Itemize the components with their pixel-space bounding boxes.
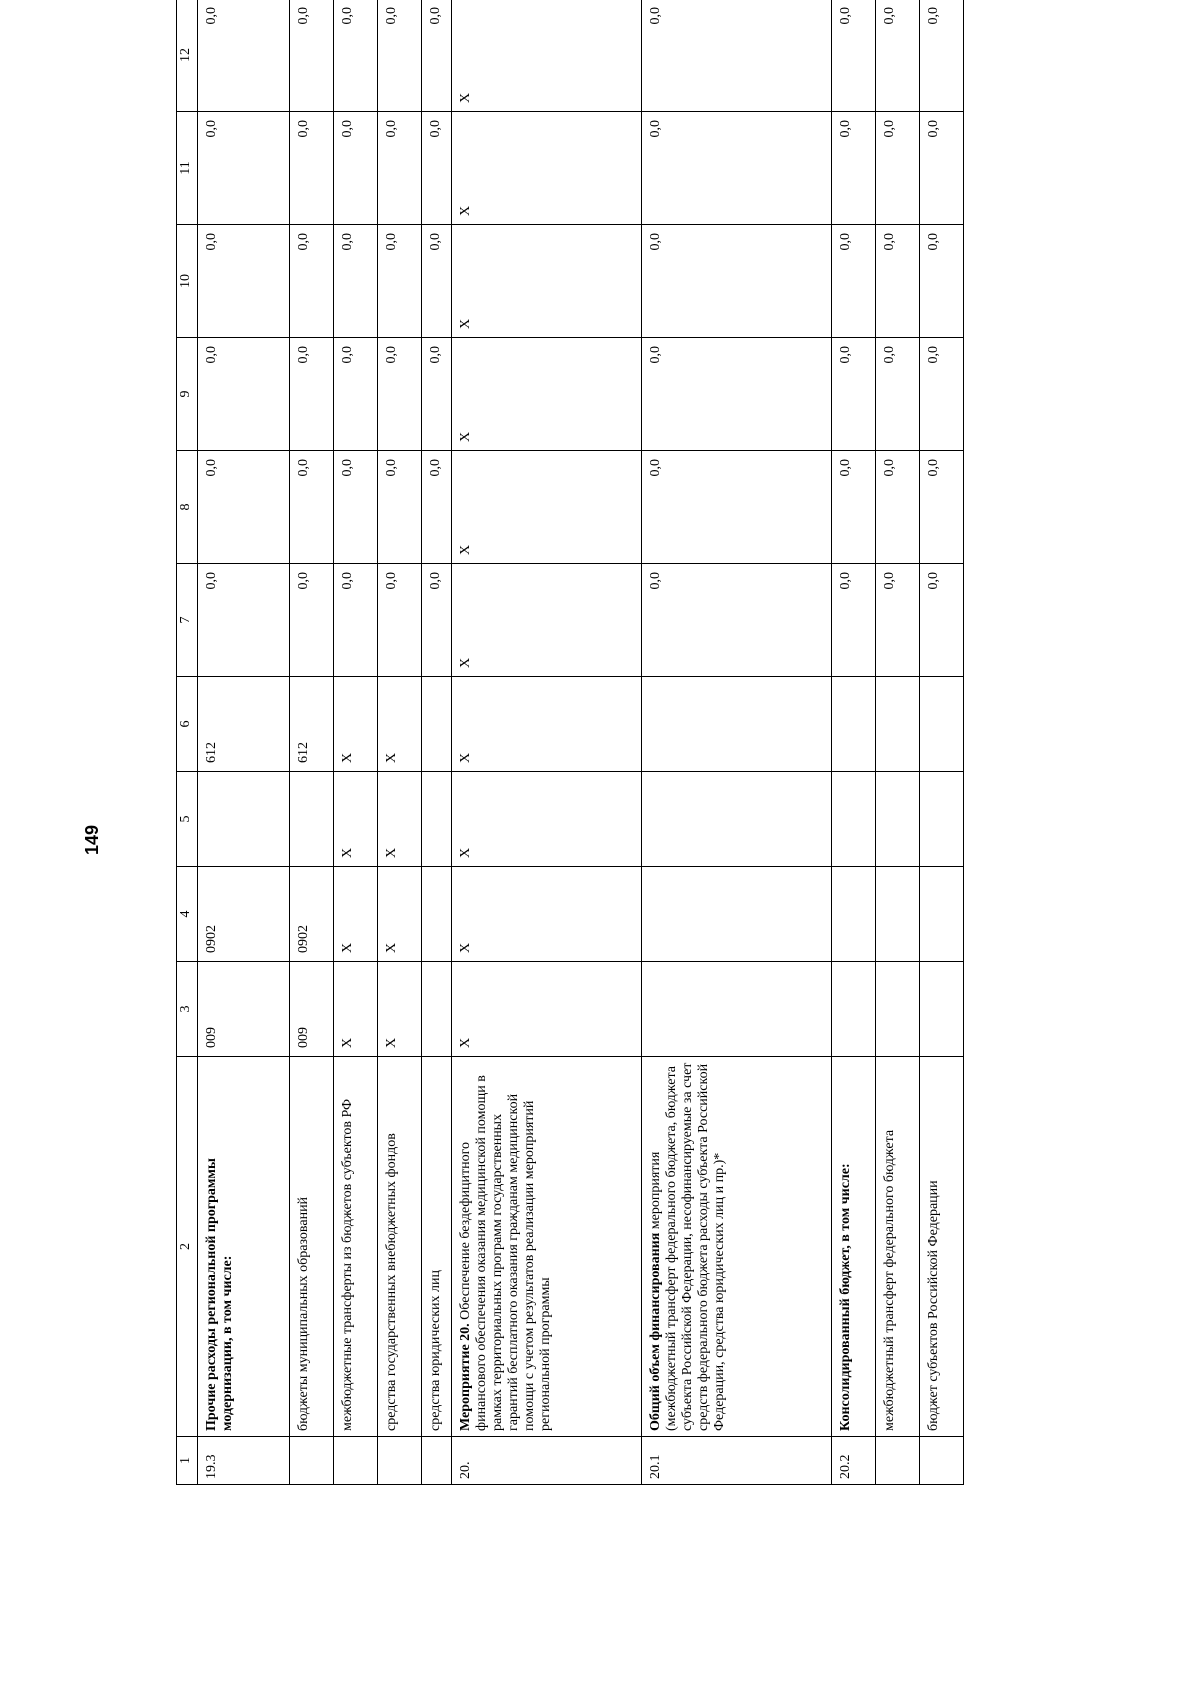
table-cell: 0,0: [378, 225, 422, 338]
header-cell: 1: [177, 1437, 198, 1485]
table-cell: 0,0: [876, 338, 920, 451]
table-cell: 0,0: [876, 451, 920, 564]
table-cell: X: [452, 564, 642, 677]
table-cell: 0,0: [198, 451, 290, 564]
table-cell: 0,0: [920, 564, 964, 677]
table-cell: 0,0: [920, 451, 964, 564]
table-cell: [642, 867, 832, 962]
table-cell: X: [452, 772, 642, 867]
description-cell: [422, 1057, 452, 1437]
table-cell: 0,0: [920, 0, 964, 112]
table-cell: [290, 772, 334, 867]
table-cell: 0,0: [198, 225, 290, 338]
table-cell: 0,0: [290, 112, 334, 225]
table-cell: 20.1: [642, 1437, 832, 1485]
table-cell: 20.2: [832, 1437, 876, 1485]
header-cell: 3: [177, 962, 198, 1057]
table-cell: 0,0: [378, 0, 422, 112]
description-bold: Прочие расходы региональной программы модернизации, в том числе:: [204, 1158, 236, 1431]
table-cell: X: [452, 338, 642, 451]
table-cell: 0,0: [290, 564, 334, 677]
table-cell: [642, 772, 832, 867]
table-cell: X: [378, 677, 422, 772]
header-cell: 12: [177, 0, 198, 112]
description-cell: [832, 1057, 876, 1437]
table-cell: [422, 1437, 452, 1485]
table-cell: 0,0: [642, 338, 832, 451]
table-cell: 19.3: [198, 1437, 290, 1485]
description-text: Обеспечение бездефицитного финансового обеспечения оказания медицинской помощи в рамках территориальных программ государственных гарантий бесплатного оказания гражданам медицинской помощи с учетом результатов реализации мероприятий региональной программы: [458, 1075, 554, 1431]
table-cell: [642, 962, 832, 1057]
table-cell: [920, 772, 964, 867]
table-cell: 0,0: [832, 0, 876, 112]
table-body: [198, 0, 964, 1485]
table-row: [452, 0, 642, 1485]
table-cell: [642, 677, 832, 772]
page-number: 149: [82, 824, 102, 856]
table-cell: [832, 677, 876, 772]
table-cell: [920, 1437, 964, 1485]
header-row: [177, 0, 198, 1485]
description-text: бюджеты муниципальных образований: [296, 1196, 311, 1431]
description-cell: [290, 1057, 334, 1437]
table-cell: [920, 867, 964, 962]
description-bold: Консолидированный бюджет, в том числе:: [838, 1163, 853, 1431]
table-cell: 0,0: [334, 0, 378, 112]
table-cell: 0,0: [642, 112, 832, 225]
table-cell: 0,0: [290, 451, 334, 564]
table-cell: X: [334, 962, 378, 1057]
table-cell: 0,0: [290, 338, 334, 451]
header-cell: 5: [177, 772, 198, 867]
table-cell: X: [378, 962, 422, 1057]
table-cell: 0,0: [198, 338, 290, 451]
table-cell: [876, 867, 920, 962]
table-cell: 0,0: [832, 112, 876, 225]
table-cell: 0,0: [642, 564, 832, 677]
table-cell: 0,0: [422, 0, 452, 112]
table-row: [334, 0, 378, 1485]
table-cell: 0,0: [290, 0, 334, 112]
description-text: средства государственных внебюджетных фондов: [384, 1133, 399, 1431]
table-cell: 0,0: [920, 225, 964, 338]
table-cell: X: [452, 677, 642, 772]
table-cell: 0902: [290, 867, 334, 962]
table-cell: 0,0: [378, 451, 422, 564]
table-row: [422, 0, 452, 1485]
table-cell: X: [452, 225, 642, 338]
description-cell: [876, 1057, 920, 1437]
table-cell: 0,0: [378, 112, 422, 225]
description-text: мероприятия (межбюджетный трансферт федерального бюджета, бюджета субъекта Российской Федерации, несофинансируемые за счет средств федерального бюджета расходы субъекта Российской Федерации, средства юридических лиц и пр.)*: [648, 1062, 728, 1431]
table-cell: X: [452, 451, 642, 564]
table-cell: X: [334, 772, 378, 867]
table-cell: [422, 962, 452, 1057]
table-row: [832, 0, 876, 1485]
table-cell: [334, 1437, 378, 1485]
table-cell: 0,0: [642, 225, 832, 338]
table-cell: 009: [198, 962, 290, 1057]
table-cell: [378, 1437, 422, 1485]
table-cell: 0,0: [198, 0, 290, 112]
table-cell: X: [378, 772, 422, 867]
table-cell: 0,0: [378, 338, 422, 451]
table-cell: [876, 677, 920, 772]
table-cell: 0,0: [876, 564, 920, 677]
table-cell: X: [334, 677, 378, 772]
header-cell: 4: [177, 867, 198, 962]
table-cell: 0,0: [920, 112, 964, 225]
table-cell: 0,0: [334, 338, 378, 451]
description-cell: [334, 1057, 378, 1437]
table-row: [920, 0, 964, 1485]
table-cell: 0,0: [422, 451, 452, 564]
description-cell: [642, 1057, 832, 1437]
table-cell: 0902: [198, 867, 290, 962]
header-cell: 7: [177, 564, 198, 677]
table-cell: [920, 677, 964, 772]
table-cell: 0,0: [334, 564, 378, 677]
description-cell: [378, 1057, 422, 1437]
description-text: межбюджетный трансферт федерального бюджета: [882, 1129, 897, 1431]
table-row: [378, 0, 422, 1485]
table-cell: 0,0: [642, 0, 832, 112]
table-cell: 612: [198, 677, 290, 772]
table-cell: [290, 1437, 334, 1485]
description-text: межбюджетные трансферты из бюджетов субъектов РФ: [340, 1098, 355, 1431]
table-cell: 0,0: [422, 225, 452, 338]
table-cell: [920, 962, 964, 1057]
table-cell: [422, 867, 452, 962]
table-cell: 0,0: [876, 225, 920, 338]
table-cell: X: [334, 867, 378, 962]
header-cell: 6: [177, 677, 198, 772]
table-cell: 0,0: [422, 564, 452, 677]
description-cell: [920, 1057, 964, 1437]
table-cell: 0,0: [832, 225, 876, 338]
description-text: бюджет субъектов Российской Федерации: [926, 1180, 941, 1431]
table-cell: 0,0: [422, 112, 452, 225]
table-cell: 0,0: [876, 112, 920, 225]
header-cell: 8: [177, 451, 198, 564]
table-cell: 612: [290, 677, 334, 772]
table-cell: 009: [290, 962, 334, 1057]
description-bold: Общий объем финансирования: [648, 1232, 663, 1431]
table-cell: 0,0: [290, 225, 334, 338]
table-row: [642, 0, 832, 1485]
table-cell: 0,0: [378, 564, 422, 677]
header-cell: 11: [177, 112, 198, 225]
table-cell: 0,0: [198, 564, 290, 677]
table-cell: 0,0: [832, 338, 876, 451]
table-row: [876, 0, 920, 1485]
table-cell: 0,0: [920, 338, 964, 451]
table-row: [290, 0, 334, 1485]
table-cell: 0,0: [198, 112, 290, 225]
table-cell: X: [452, 962, 642, 1057]
table-cell: [832, 962, 876, 1057]
description-bold: Мероприятие 20.: [458, 1323, 473, 1431]
table-cell: 0,0: [876, 0, 920, 112]
table-cell: 0,0: [832, 451, 876, 564]
table-row: [198, 0, 290, 1485]
table-cell: [198, 772, 290, 867]
rotated-table-container: [176, 7, 1036, 1485]
table-cell: 0,0: [422, 338, 452, 451]
description-text: средства юридических лиц: [428, 1270, 443, 1431]
table-cell: [832, 867, 876, 962]
table-cell: [876, 772, 920, 867]
table-cell: 0,0: [334, 112, 378, 225]
description-cell: [198, 1057, 290, 1437]
table-cell: X: [452, 112, 642, 225]
table-cell: 0,0: [642, 451, 832, 564]
table-cell: 20.: [452, 1437, 642, 1485]
table-cell: [876, 962, 920, 1057]
table-cell: 0,0: [832, 564, 876, 677]
table-cell: [422, 772, 452, 867]
table-cell: 0,0: [334, 225, 378, 338]
table-cell: [876, 1437, 920, 1485]
header-cell: 9: [177, 338, 198, 451]
description-cell: [452, 1057, 642, 1437]
header-cell: 10: [177, 225, 198, 338]
budget-table: [176, 0, 964, 1485]
header-cell: 2: [177, 1057, 198, 1437]
table-cell: X: [452, 867, 642, 962]
table-cell: [832, 772, 876, 867]
table-cell: 0,0: [334, 451, 378, 564]
table-cell: [422, 677, 452, 772]
table-cell: X: [452, 0, 642, 112]
table-cell: X: [378, 867, 422, 962]
